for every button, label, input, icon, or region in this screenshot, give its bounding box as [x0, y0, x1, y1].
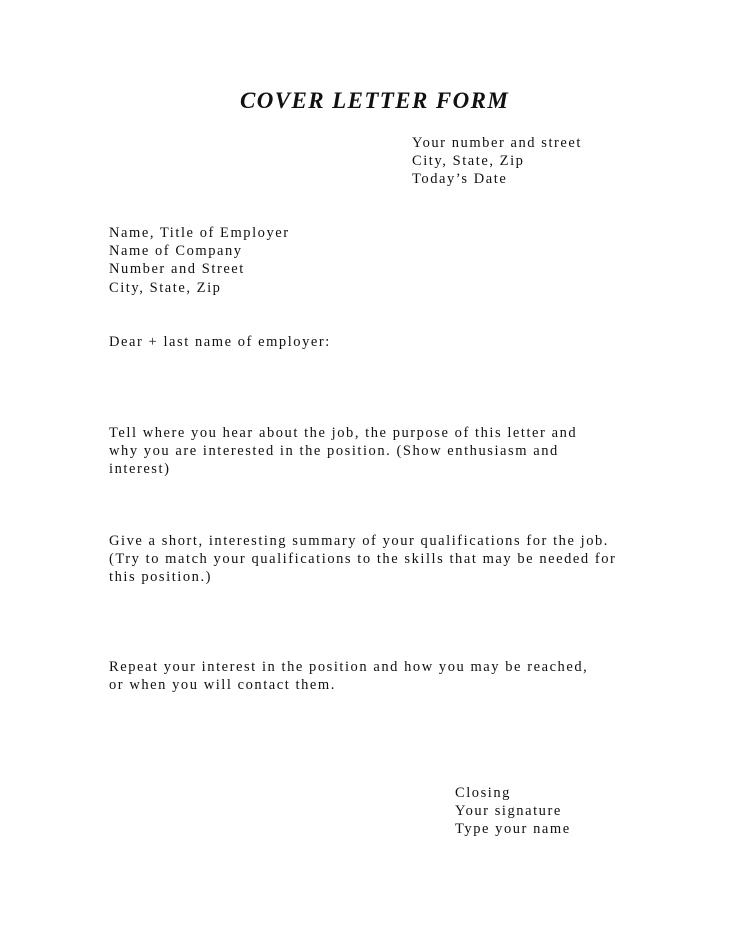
recipient-street: Number and Street	[109, 261, 245, 278]
paragraph-conclusion	[109, 658, 588, 694]
paragraph-line: interest)	[109, 461, 171, 478]
paragraph-line: why you are interested in the position. (Show enthusiasm and	[109, 443, 559, 460]
paragraph-qualifications	[109, 532, 616, 587]
paragraph-line: (Try to match your qualifications to the skills that may be needed for	[109, 551, 617, 568]
signature-line: Your signature	[455, 803, 562, 820]
recipient-name-title: Name, Title of Employer	[109, 225, 290, 241]
letter-date: Today’s Date	[412, 171, 508, 188]
paragraph-line: Give a short, interesting summary of your qualifications for the job.	[109, 533, 609, 549]
paragraph-line: Tell where you hear about the job, the purpose of this letter and	[109, 425, 578, 441]
sender-city-state-zip: City, State, Zip	[412, 153, 525, 170]
sender-address	[412, 134, 582, 189]
salutation: Dear + last name of employer:	[109, 334, 331, 350]
paragraph-intro	[109, 424, 577, 479]
closing-word: Closing	[455, 785, 511, 801]
sender-street: Your number and street	[412, 135, 582, 151]
paragraph-line: or when you will contact them.	[109, 677, 336, 694]
closing-block	[455, 784, 571, 839]
recipient-company: Name of Company	[109, 243, 243, 260]
recipient-address	[109, 224, 290, 297]
typed-name: Type your name	[455, 821, 571, 838]
recipient-city-state-zip: City, State, Zip	[109, 279, 222, 296]
page-title: COVER LETTER FORM	[240, 88, 510, 113]
paragraph-line: this position.)	[109, 569, 213, 586]
paragraph-line: Repeat your interest in the position and how you may be reached,	[109, 659, 589, 675]
